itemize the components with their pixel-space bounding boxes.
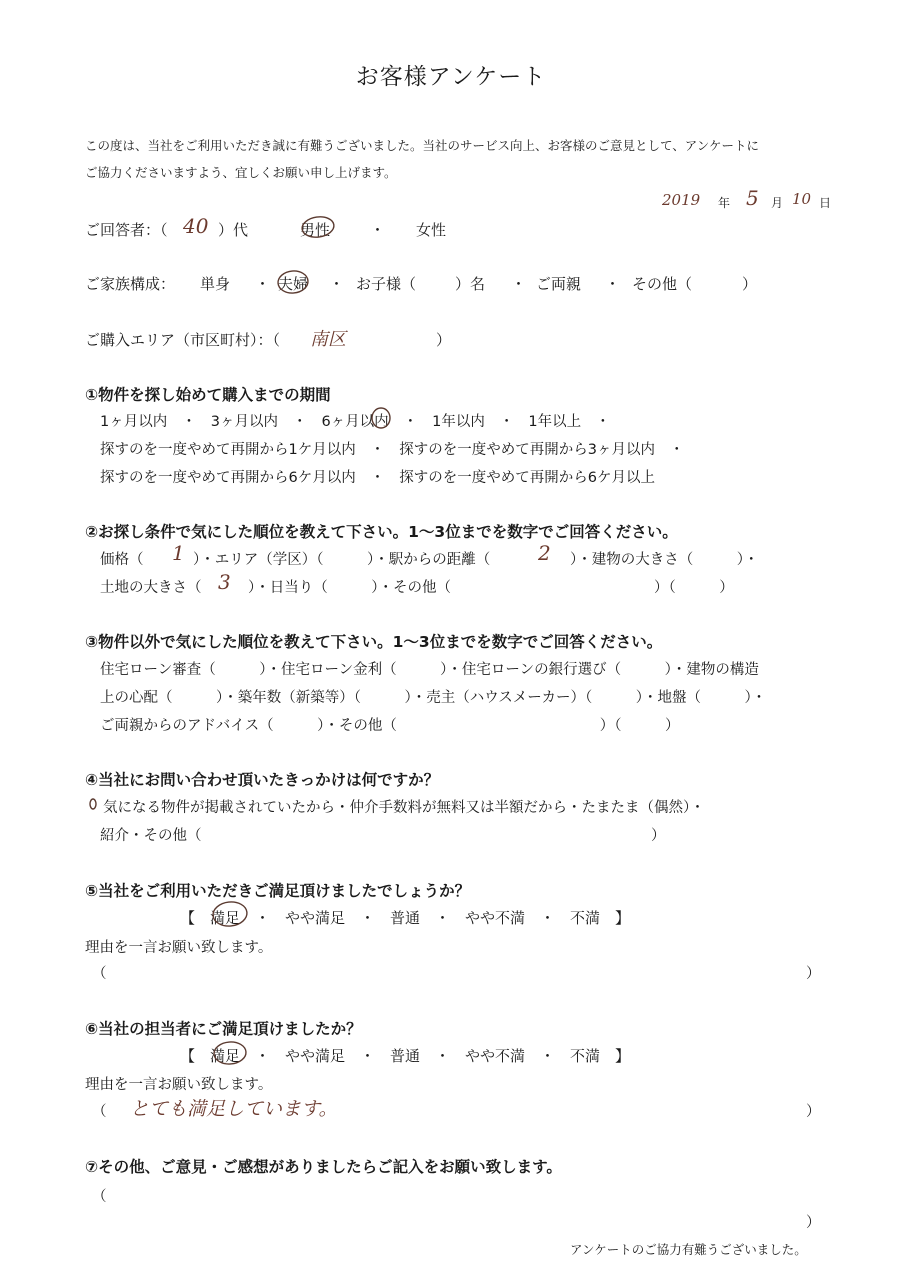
family-sep-4: ・ (605, 275, 621, 293)
q4-heading: ④当社にお問い合わせ頂いたきっかけは何ですか？ (85, 771, 440, 789)
footer-thanks: アンケートのご協力有難うございました。 (570, 1242, 807, 1257)
q5-heading: ⑤当社をご利用いただきご満足頂けましたでしょうか？ (85, 882, 471, 900)
q3-line-2: 上の心配（ ）・築年数（新築等）（ ）・売主（ハウスメーカー）（ ）・地盤（ ）・ (100, 690, 767, 706)
q1-line-3: 探すのを一度やめて再開から6ケ月以内 ・ 探すのを一度やめて再開から6ケ月以上 (100, 470, 655, 486)
male-circle-mark (301, 215, 335, 239)
q5-reason-label: 理由を一言お願い致します。 (85, 940, 273, 956)
q4-line-2: 紹介・その他（ ） (100, 828, 666, 844)
q6-paren-open: （ (92, 1104, 107, 1120)
couple-circle-mark (277, 270, 309, 295)
family-sep-1: ・ (255, 275, 271, 293)
q7-paren-open: （ (92, 1189, 107, 1205)
q2-heading: ②お探し条件で気にした順位を教えて下さい。1～3位までを数字でご回答ください。 (85, 523, 678, 541)
q3-line-3: ご両親からのアドバイス（ ）・その他（ ）（ ） (100, 718, 680, 734)
page-title: お客様アンケート (355, 64, 547, 90)
q5-paren-close: ） (806, 966, 821, 982)
family-children: お子様（ (356, 275, 417, 293)
q6-answer: とても満足しています。 (130, 1098, 338, 1120)
q2-line-1-mid: ）・エリア（学区）（ ）・駅からの距離（ (193, 552, 491, 568)
date-month-label: 月 (771, 196, 784, 210)
q1-line-1: 1ヶ月以内 ・ 3ヶ月以内 ・ 6ヶ月以内 ・ 1年以内 ・ 1年以上 ・ (100, 414, 611, 430)
respondent-age-suffix: ）代 (218, 221, 249, 239)
family-other: その他（ (632, 275, 693, 293)
date-day-value: 10 (792, 190, 812, 208)
six-months-circle-mark (372, 408, 390, 428)
q2-line-1-end: ）・建物の大きさ（ ）・ (570, 552, 759, 568)
q7-paren-close: ） (806, 1215, 821, 1231)
date-year-value: 2019 (662, 191, 701, 209)
q2-distance-value: 2 (538, 541, 551, 565)
q6-reason-label: 理由を一言お願い致します。 (85, 1077, 273, 1093)
q4-first-option-mark (90, 799, 96, 809)
date-month-value: 5 (746, 186, 759, 210)
area-value: 南区 (310, 329, 346, 350)
q2-land-label: 土地の大きさ（ (100, 580, 202, 596)
q6-satisfied-circle-mark (213, 1041, 246, 1065)
q2-line-2-rest: ）・日当り（ ）・その他（ ）（ ） (248, 580, 734, 596)
q5-paren-open: （ (92, 966, 107, 982)
q6-heading: ⑥当社の担当者にご満足頂けましたか？ (85, 1020, 362, 1038)
respondent-female: 女性 (416, 221, 447, 239)
respondent-male: 男性 (300, 221, 331, 239)
respondent-sep: ・ (370, 221, 386, 239)
family-sep-3: ・ (511, 275, 527, 293)
q6-paren-close: ） (806, 1104, 821, 1120)
area-close: ） (436, 331, 452, 349)
q5-options: 【 満足 ・ やや満足 ・ 普通 ・ やや不満 ・ 不満 】 (180, 909, 631, 927)
family-couple: 夫婦 (278, 275, 309, 293)
q2-land-value: 3 (218, 570, 231, 594)
q3-heading: ③物件以外で気にした順位を教えて下さい。1～3位までを数字でご回答ください。 (85, 633, 663, 651)
q6-options: 【 満足 ・ やや満足 ・ 普通 ・ やや不満 ・ 不満 】 (180, 1047, 631, 1065)
family-sep-2: ・ (329, 275, 345, 293)
intro-line-2: ご協力くださいますよう、宜しくお願い申し上げます。 (85, 165, 397, 180)
area-label: ご購入エリア（市区町村）：（ (85, 331, 281, 349)
family-single: 単身 (200, 275, 231, 293)
q3-line-1: 住宅ローン審査（ ）・住宅ローン金利（ ）・住宅ローンの銀行選び（ ）・建物の構造 (100, 662, 759, 678)
family-children-suffix: ）名 (455, 275, 486, 293)
family-other-close: ） (742, 275, 758, 293)
q2-price-label: 価格（ (100, 552, 144, 568)
date-year-label: 年 (718, 196, 731, 210)
family-parents: ご両親 (536, 275, 582, 293)
q7-heading: ⑦その他、ご意見・ご感想がありましたらご記入をお願い致します。 (85, 1158, 562, 1176)
q5-satisfied-circle-mark (212, 900, 248, 927)
q2-price-value: 1 (172, 541, 185, 565)
q4-line-1: 気になる物件が掲載されていたから・仲介手数料が無料又は半額だから・たまたま（偶然）・ (103, 800, 705, 816)
date-day-label: 日 (819, 196, 832, 210)
respondent-age-value: 40 (183, 214, 209, 238)
respondent-label: ご回答者：（ (85, 221, 168, 239)
family-label: ご家族構成： (85, 275, 176, 293)
q1-heading: ①物件を探し始めて購入までの期間 (85, 386, 331, 404)
q1-line-2: 探すのを一度やめて再開から1ケ月以内 ・ 探すのを一度やめて再開から3ヶ月以内 ・ (100, 442, 684, 458)
intro-line-1: この度は、当社をご利用いただき誠に有難うございました。当社のサービス向上、お客様のご意見として、アンケートに (85, 138, 760, 153)
